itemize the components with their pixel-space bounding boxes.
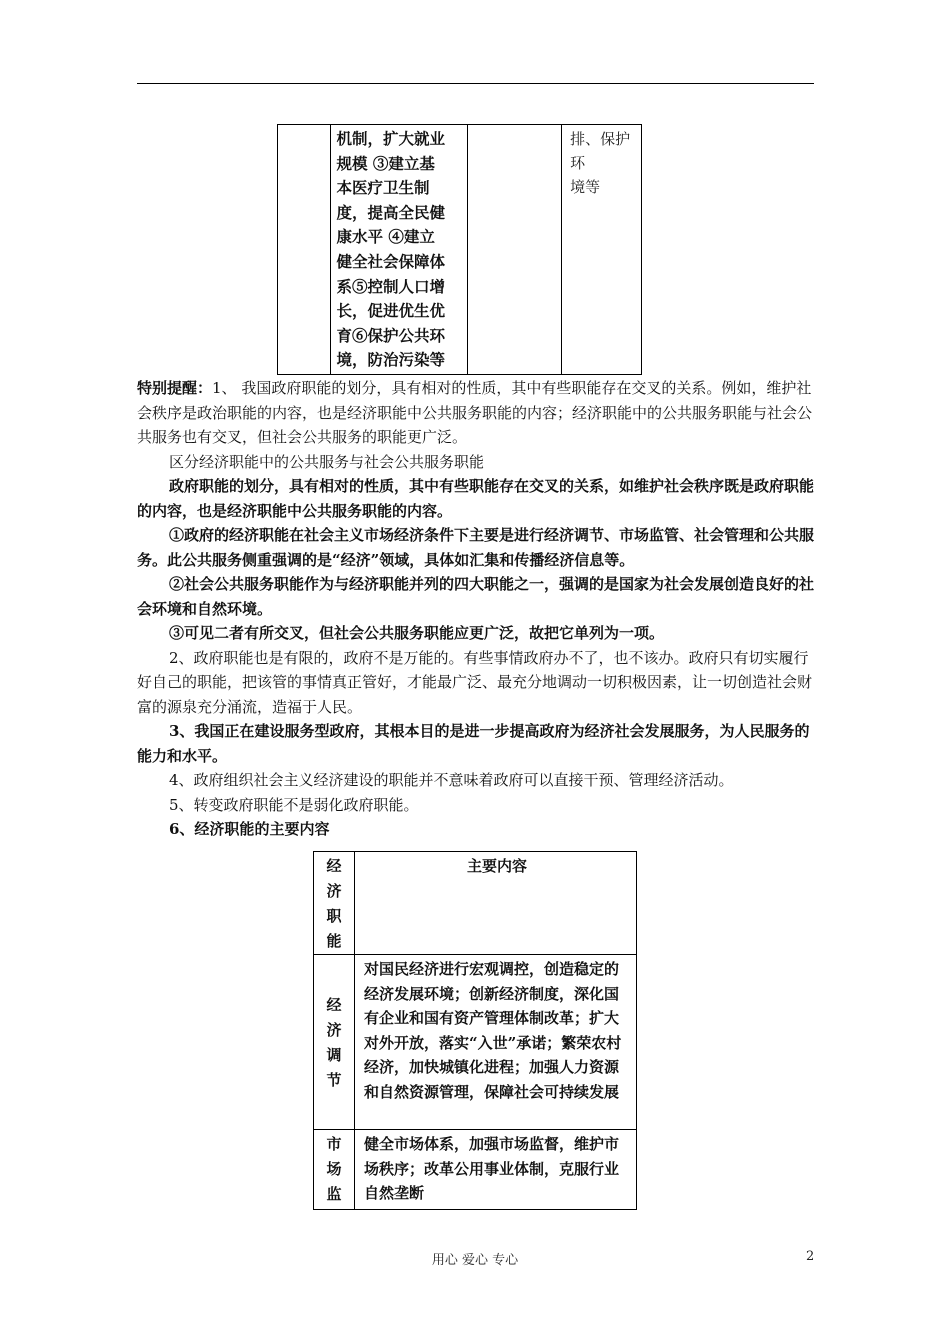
continuation-table xyxy=(277,124,642,375)
paragraph: ②社会公共服务职能作为与经济职能并列的四大职能之一，强调的是国家为社会发展创造良好的社会环境和自然环境。 xyxy=(137,575,815,618)
row-label-cell: 市 场 监 xyxy=(314,1130,355,1210)
reminder-point-3: 3、我国正在建设服务型政府，其根本目的是进一步提高政府为经济社会发展服务，为人民服务的能力和水平。 xyxy=(137,722,810,765)
paragraph: 政府职能的划分，具有相对的性质，其中有些职能存在交叉的关系，如维护社会秩序既是政府职能的内容，也是经济职能中公共服务职能的内容。 xyxy=(137,477,815,520)
table-cell-empty xyxy=(278,125,331,375)
reminder-point-1: 特别提醒：1、 我国政府职能的划分，具有相对的性质，其中有些职能存在交叉的关系。例如，维护社会秩序是政治职能的内容，也是经济职能中公共服务职能的内容；经济职能中的公共服务职能与社会公共服务也有交叉，但社会公共服务的职能更广泛。 xyxy=(137,379,813,446)
subheading: 区分经济职能中的公共服务与社会公共服务职能 xyxy=(169,452,485,471)
economic-functions-table xyxy=(313,851,637,1210)
reminder-point-2: 2、政府职能也是有限的，政府不是万能的。有些事情政府办不了，也不该办。政府只有切实履行好自己的职能，把该管的事情真正管好，才能最广泛、最充分地调动一切积极因素，让一切创造社会财富的源泉充分涌流，造福于人民。 xyxy=(137,648,813,716)
table-cell-empty xyxy=(468,125,562,375)
reminder-point-5: 5、转变政府职能不是弱化政府职能。 xyxy=(169,795,419,814)
header-label-cell: 经 济 职 能 xyxy=(314,852,355,955)
table-cell-measures: 机制，扩大就业 规模 ③建立基 本医疗卫生制 度，提高全民健 康水平 ④建立 健全社会保障体 系⑤控制人口增 长，促进优生优 育⑥保护公共环 境，防治污染等 xyxy=(331,125,468,375)
footer-slogan: 用心 爱心 专心 xyxy=(431,1253,519,1268)
page-number: 2 xyxy=(806,1249,815,1264)
table-cell-environment: 排、保护环 境等 xyxy=(562,125,642,375)
reminder-heading: 特别提醒： xyxy=(137,379,213,397)
header-rule xyxy=(137,83,814,84)
header-content-cell: 主要内容 xyxy=(355,852,637,955)
row-content-cell: 健全市场体系，加强市场监督，维护市场秩序；改革公用事业体制，克服行业自然垄断 xyxy=(355,1130,637,1210)
table-row xyxy=(314,955,637,1130)
row-content-cell: 对国民经济进行宏观调控，创造稳定的经济发展环境；创新经济制度，深化国有企业和国有资产管理体制改革；扩大对外开放，落实“入世”承诺；繁荣农村经济，加快城镇化进程；加强人力资源和自然资源管理，保障社会可持续发展 xyxy=(355,955,637,1130)
table-row xyxy=(314,1130,637,1210)
paragraph: ①政府的经济职能在社会主义市场经济条件下主要是进行经济调节、市场监管、社会管理和公共服务。此公共服务侧重强调的是“经济”领域，具体如汇集和传播经济信息等。 xyxy=(137,526,815,569)
paragraph: ③可见二者有所交叉，但社会公共服务职能应更广泛，故把它单列为一项。 xyxy=(169,624,665,642)
reminder-point-4: 4、政府组织社会主义经济建设的职能并不意味着政府可以直接干预、管理经济活动。 xyxy=(169,771,734,789)
reminder-section xyxy=(137,376,817,842)
table-row xyxy=(314,852,637,955)
reminder-point-6: 6、经济职能的主要内容 xyxy=(169,820,330,838)
row-label-cell: 经 济 调 节 xyxy=(314,955,355,1130)
